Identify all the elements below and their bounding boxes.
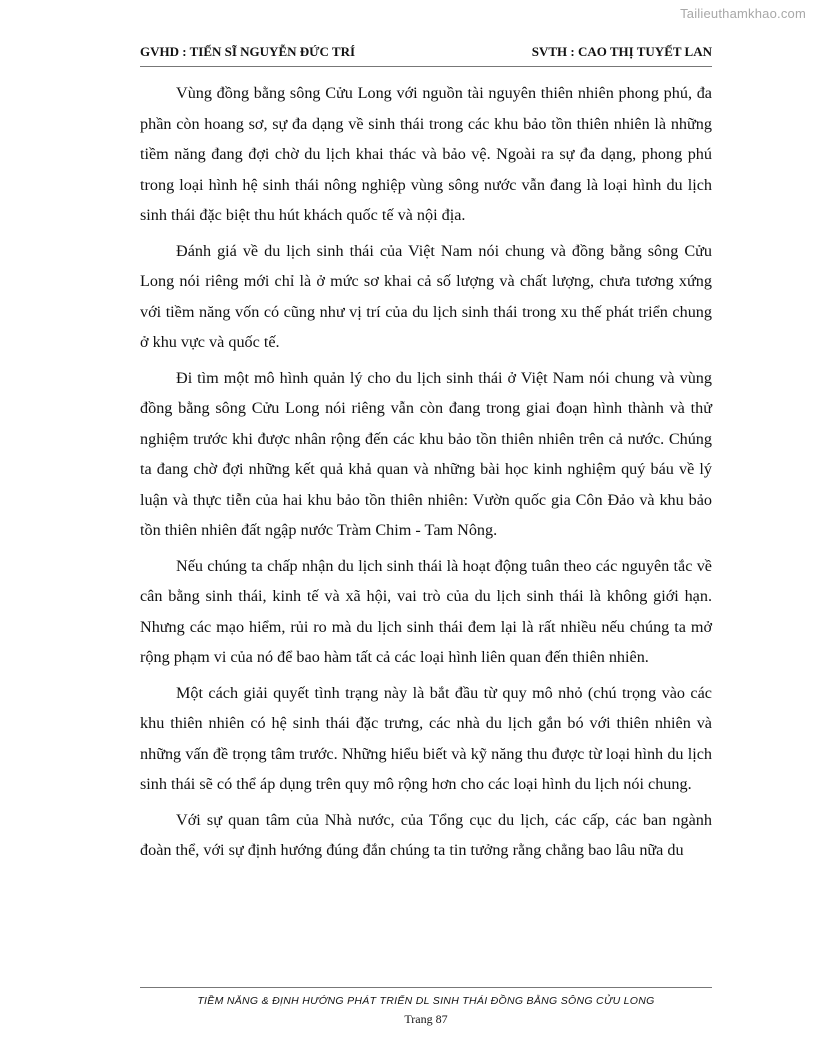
header-student: SVTH : CAO THỊ TUYẾT LAN — [531, 44, 712, 59]
header-divider — [140, 66, 712, 67]
header-advisor: GVHD : TIẾN SĨ NGUYỄN ĐỨC TRÍ — [140, 44, 356, 59]
footer-divider — [140, 987, 712, 988]
document-body — [140, 78, 712, 871]
paragraph: Đánh giá về du lịch sinh thái của Việt Nam nói chung và đồng bằng sông Cửu Long nói riêng mới chỉ là ở mức sơ khai cả số lượng và chất lượng, chưa tương xứng với tiềm năng vốn có cũng như vị trí của du lịch sinh thái trong xu thế phát triển chung ở khu vực và quốc tế. — [140, 241, 712, 351]
paragraph: Một cách giải quyết tình trạng này là bắt đầu từ quy mô nhỏ (chú trọng vào các khu thiên nhiên có hệ sinh thái đặc trưng, các nhà du lịch gắn bó với thiên nhiên và những vấn đề trọng tâm trước. Những hiểu biết và kỹ năng thu được từ loại hình du lịch sinh thái sẽ có thể áp dụng trên quy mô rộng hơn cho các loại hình du lịch nói chung. — [140, 683, 712, 793]
page-number: Trang 87 — [404, 1012, 448, 1026]
paragraph: Vùng đồng bằng sông Cửu Long với nguồn tài nguyên thiên nhiên phong phú, đa phần còn hoang sơ, sự đa dạng về sinh thái trong các khu bảo tồn thiên nhiên là những tiềm năng đang đợi chờ du lịch khai thác và bảo vệ. Ngoài ra sự đa dạng, phong phú trong loại hình hệ sinh thái nông nghiệp vùng sông nước vẫn đang là loại hình du lịch sinh thái đặc biệt thu hút khách quốc tế và nội địa. — [140, 84, 712, 224]
paragraph: Với sự quan tâm của Nhà nước, của Tổng cục du lịch, các cấp, các ban ngành đoàn thể, với sự định hướng đúng đắn chúng ta tin tưởng rằng chẳng bao lâu nữa du — [140, 810, 712, 859]
paragraph: Đi tìm một mô hình quản lý cho du lịch sinh thái ở Việt Nam nói chung và vùng đồng bằng sông Cửu Long nói riêng vẫn còn đang trong giai đoạn hình thành và thử nghiệm trước khi được nhân rộng đến các khu bảo tồn thiên nhiên trên cả nước. Chúng ta đang chờ đợi những kết quả khả quan và những bài học kinh nghiệm quý báu về lý luận và thực tiễn của hai khu bảo tồn thiên nhiên: Vườn quốc gia Côn Đảo và khu bảo tồn thiên nhiên đất ngập nước Tràm Chim - Tam Nông. — [140, 368, 712, 539]
page-header — [140, 44, 712, 60]
paragraph: Nếu chúng ta chấp nhận du lịch sinh thái là hoạt động tuân theo các nguyên tắc về cân bằng sinh thái, kinh tế và xã hội, vai trò của du lịch sinh thái là không giới hạn. Nhưng các mạo hiểm, rủi ro mà du lịch sinh thái đem lại là rất nhiều nếu chúng ta mở rộng phạm vi của nó để bao hàm tất cả các loại hình liên quan đến thiên nhiên. — [140, 556, 712, 666]
watermark: Tailieuthamkhao.com — [680, 6, 806, 21]
footer-title: TIỀM NĂNG & ĐỊNH HƯỚNG PHÁT TRIỂN DL SINH THÁI ĐỒNG BẰNG SÔNG CỬU LONG — [197, 995, 655, 1007]
